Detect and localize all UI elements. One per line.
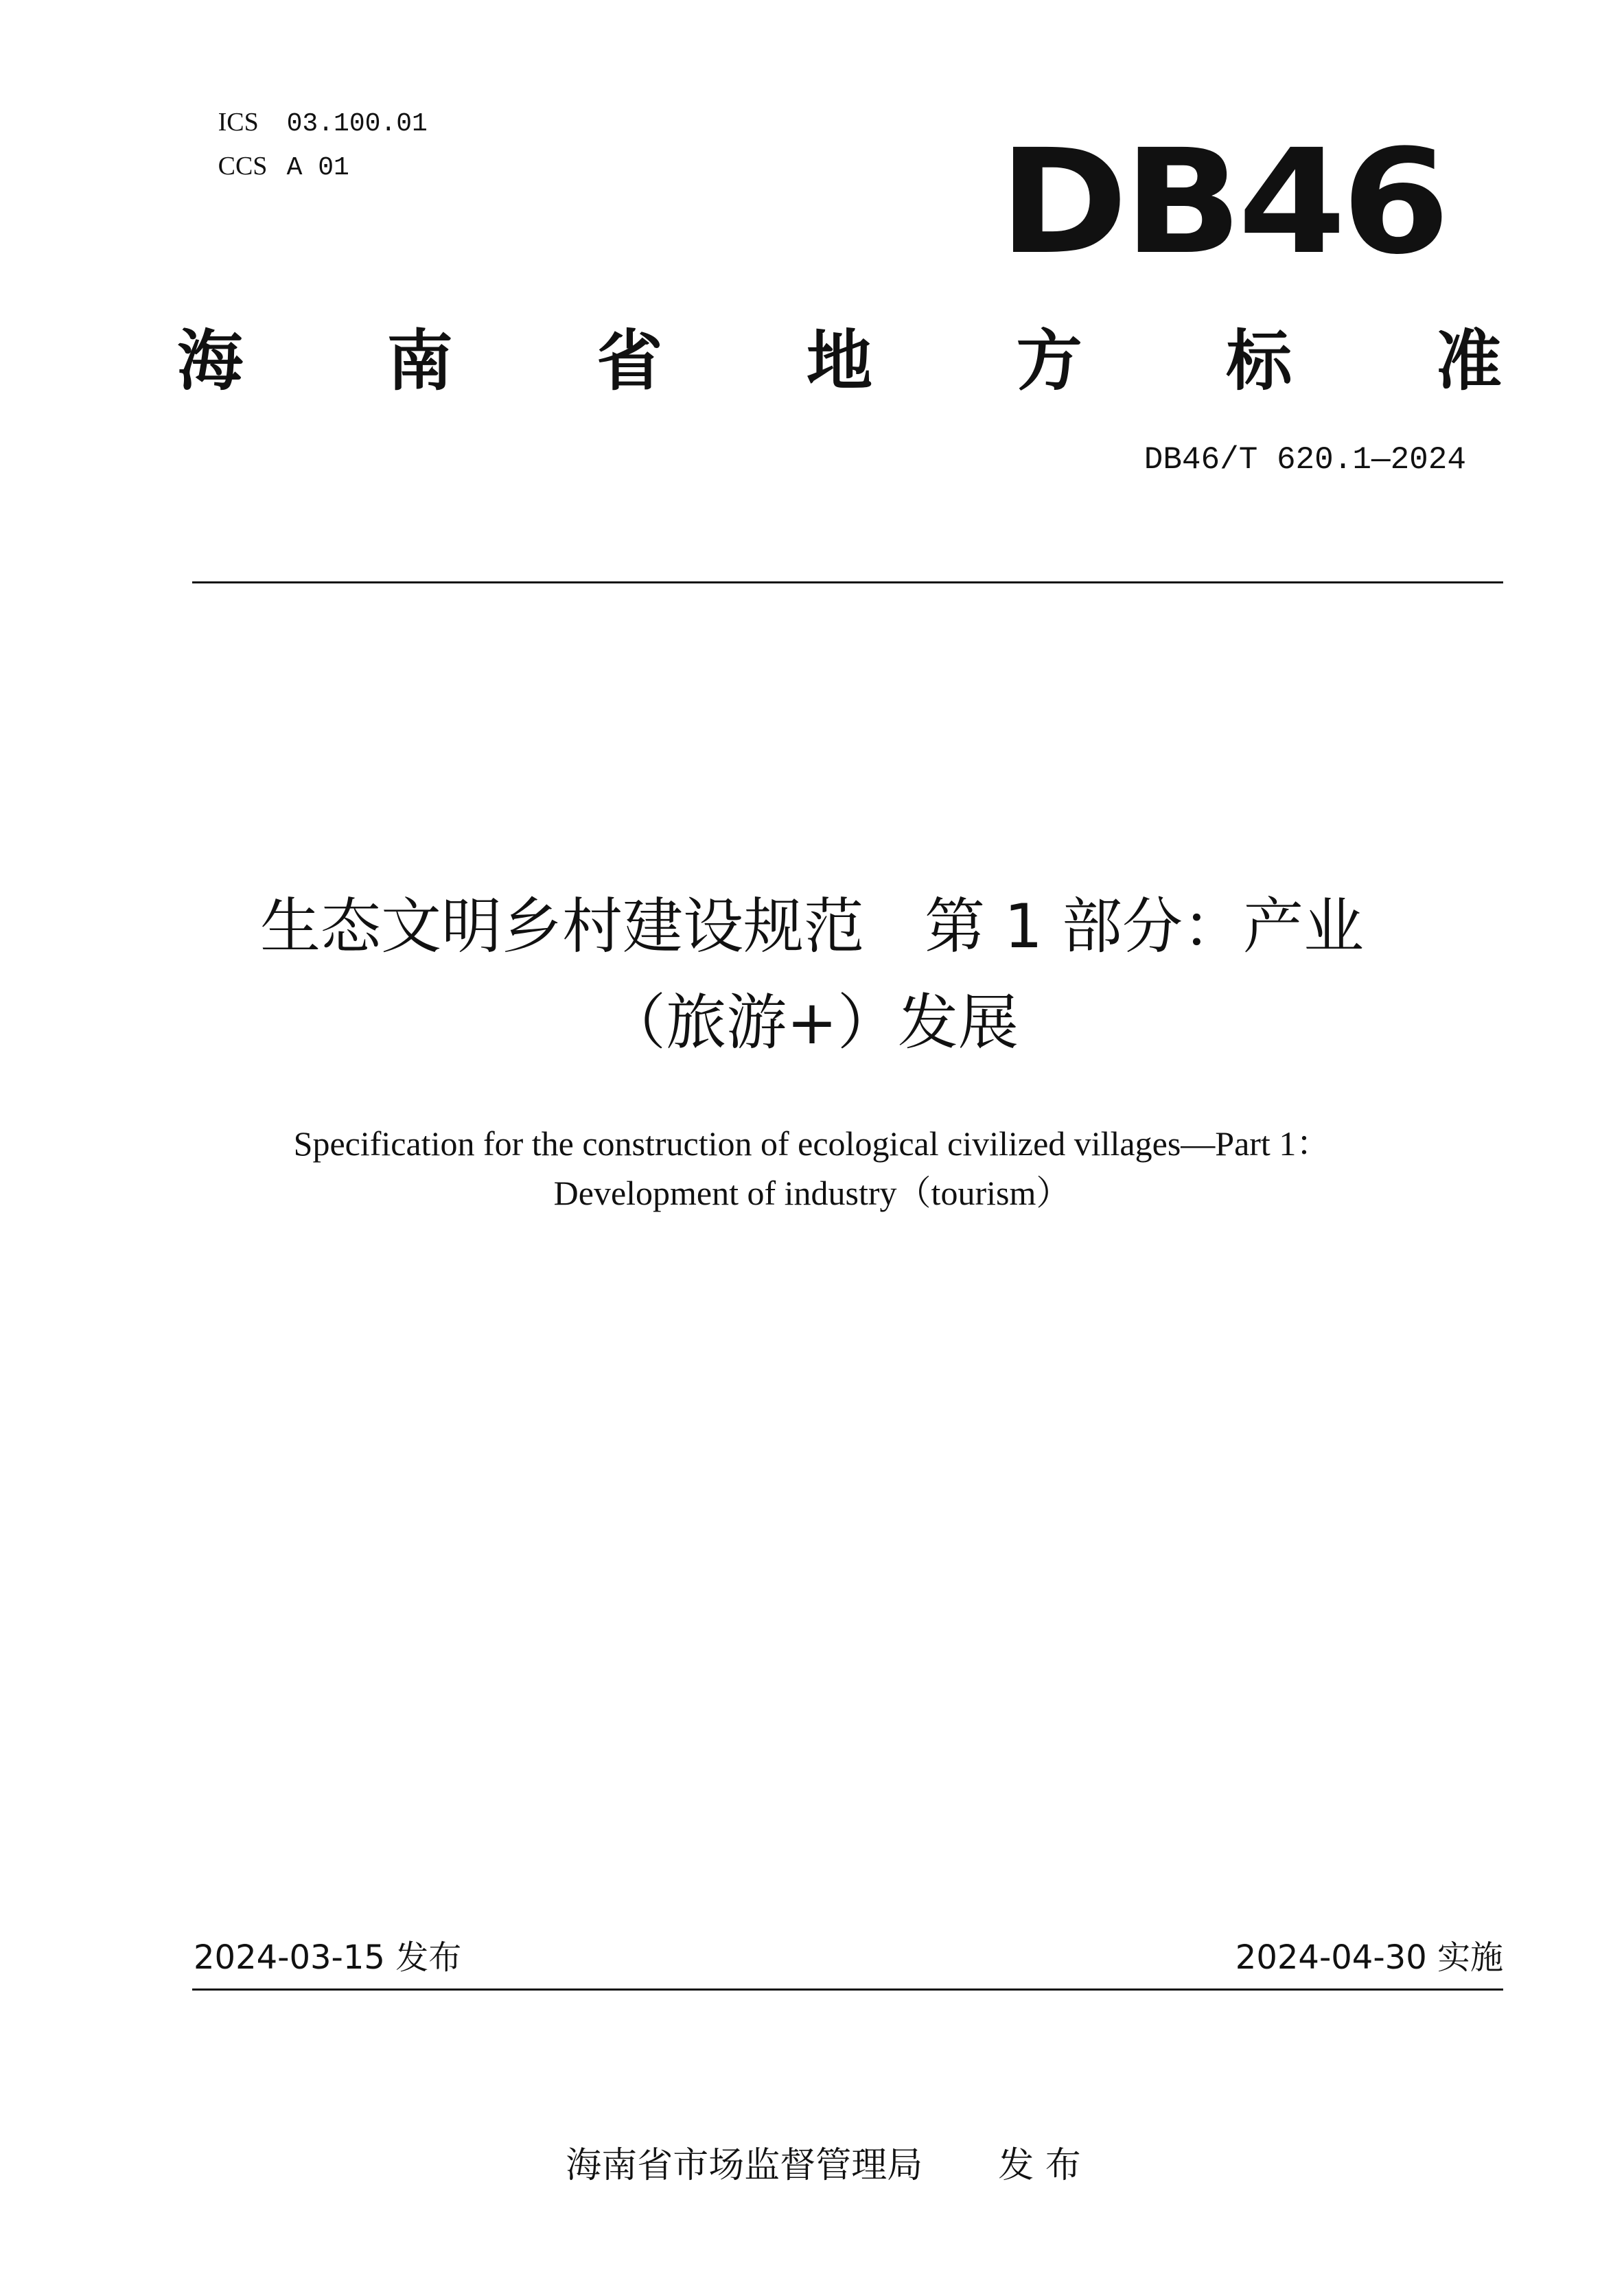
ccs-label: CCS (218, 152, 268, 181)
org-title-char: 海 (177, 323, 243, 399)
org-title-char: 地 (806, 323, 872, 399)
title-en-line1: Specification for the construction of ecological civilized villages—Part 1： (293, 1124, 1331, 1163)
title-en-line2: Development of industry（tourism） (553, 1174, 1071, 1212)
title-zh-line1: 生态文明乡村建设规范 第 1 部分：产业 (260, 891, 1364, 962)
ccs-code: A 01 (286, 153, 349, 183)
org-title-char: 方 (1016, 323, 1082, 399)
implement-date: 2024-04-30 实施 (1235, 1938, 1503, 1977)
title-zh-line2: （旅游+）发展 (605, 987, 1019, 1058)
org-title (177, 313, 1502, 409)
issuer-line (0, 2094, 1624, 2190)
publish-date: 2024-03-15 发布 (194, 1938, 462, 1977)
footer-divider (192, 1988, 1503, 1991)
org-title-char: 南 (386, 323, 453, 399)
standard-code-mark: DB46 (999, 118, 1446, 286)
ics-label: ICS (218, 108, 259, 137)
issuer-name: 海南省市场监督管理局 (566, 2145, 923, 2186)
org-title-char: 标 (1226, 323, 1292, 399)
issuer-action: 发 布 (998, 2145, 1081, 2186)
org-title-char: 准 (1435, 323, 1502, 399)
standard-number: DB46/T 620.1—2024 (1144, 442, 1466, 478)
org-title-char: 省 (596, 323, 663, 399)
header-divider (192, 581, 1503, 583)
ccs-row (187, 121, 349, 183)
ics-code: 03.100.01 (286, 109, 428, 139)
